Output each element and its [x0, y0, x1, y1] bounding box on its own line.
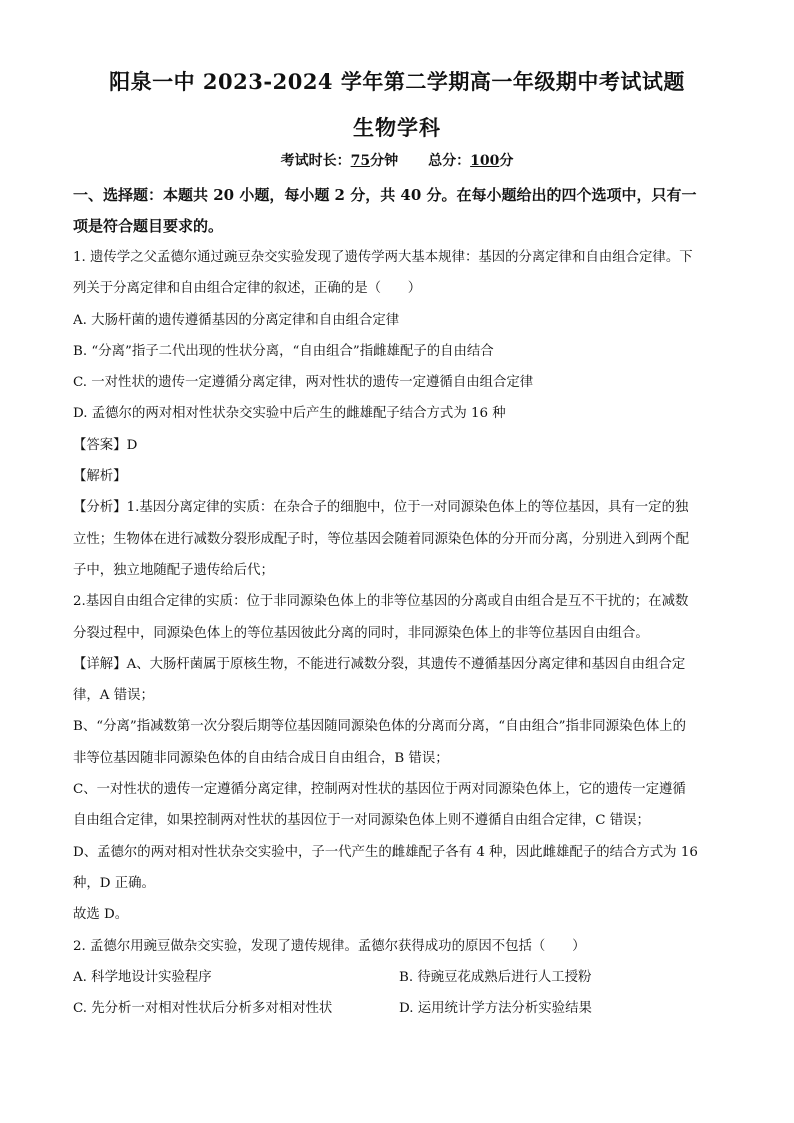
xiangjie-line-8: 种，D 正确。 [73, 875, 155, 891]
section-heading-line-2: 项是符合题目要求的。 [73, 217, 224, 235]
xiangjie-text-1: A、大肠杆菌属于原核生物，不能进行减数分裂，其遗传不遵循基因分离定律和基因自由组合定 [126, 656, 686, 672]
xiangjie-line-5: C、一对性状的遗传一定遵循分离定律，控制两对性状的基因位于两对同源染色体上，它的遗传一定遵循 [73, 782, 686, 798]
fenxi-text-1: 1.基因分离定律的实质：在杂合子的细胞中，位于一对同源染色体上的等位基因，具有一定的独 [126, 500, 689, 516]
xiangjie-line-7: D、孟德尔的两对相对性状杂交实验中，子一代产生的雌雄配子各有 4 种，因此雌雄配子的结合方式为 16 [73, 844, 698, 860]
q1-stem-line-2: 列关于分离定律和自由组合定律的叙述，正确的是（ ） [73, 281, 422, 297]
section-heading-line-1: 一、选择题：本题共 20 小题，每小题 2 分，共 40 分。在每小题给出的四个选项中，只有一 [73, 186, 697, 204]
fenxi-line-4: 2.基因自由组合定律的实质：位于非同源染色体上的非等位基因的分离或自由组合是互不干扰的；在减数 [73, 594, 689, 610]
q1-stem-line-1: 1. 遗传学之父孟德尔通过豌豆杂交实验发现了遗传学两大基本规律：基因的分离定律和自由组合定律。下 [73, 250, 693, 265]
score-value: 100 [470, 153, 500, 169]
exam-meta [0, 150, 794, 170]
xiangjie-line-9: 故选 D。 [73, 907, 129, 923]
answer-tag: 【答案】 [73, 437, 127, 453]
q1-option-b: B. “分离”指子二代出现的性状分离，“自由组合”指雌雄配子的自由结合 [73, 343, 494, 359]
q2-option-c: C. 先分析一对相对性状后分析多对相对性状 [73, 1001, 333, 1017]
q2-options-row-1 [73, 962, 725, 993]
q1-option-d: D. 孟德尔的两对相对性状杂交实验中后产生的雌雄配子结合方式为 16 种 [73, 406, 506, 422]
xiangjie-line-2: 律，A 错误； [73, 688, 154, 704]
q1-option-c: C. 一对性状的遗传一定遵循分离定律，两对性状的遗传一定遵循自由组合定律 [73, 375, 534, 391]
q2-option-b: B. 待豌豆花成熟后进行人工授粉 [399, 969, 592, 985]
q1-option-a: A. 大肠杆菌的遗传遵循基因的分离定律和自由组合定律 [73, 312, 400, 328]
xiangjie-line-1 [73, 649, 725, 680]
xiangjie-line-6: 自由组合定律，如果控制两对性状的基因位于一对同源染色体上则不遵循自由组合定律，C 错误； [73, 813, 650, 829]
fenxi-line-1 [73, 492, 725, 523]
document-body [73, 180, 725, 1024]
score-label: 总分： [428, 153, 471, 169]
q2-options-row-2 [73, 993, 725, 1024]
q2-stem: 2. 孟德尔用豌豆做杂交实验，发现了遗传规律。孟德尔获得成功的原因不包括（ ） [73, 938, 586, 954]
q2-option-d: D. 运用统计学方法分析实验结果 [399, 1001, 592, 1017]
answer-value: D [126, 437, 138, 453]
xiangjie-tag: 【详解】 [73, 656, 127, 672]
fenxi-line-5: 分裂过程中，同源染色体上的等位基因彼此分离的同时，非同源染色体上的非等位基因自由组合。 [73, 625, 649, 641]
q1-answer [73, 430, 725, 461]
analysis-tag: 【解析】 [73, 469, 127, 485]
q2-option-a: A. 科学地设计实验程序 [73, 969, 212, 985]
score-unit: 分 [499, 153, 514, 169]
fenxi-line-2: 立性；生物体在进行减数分裂形成配子时，等位基因会随着同源染色体的分开而分离，分别进入到两个配 [73, 531, 689, 547]
xiangjie-line-4: 非等位基因随非同源染色体的自由结合成日自由组合，B 错误； [73, 750, 449, 766]
subject-title: 生物学科 [353, 115, 441, 140]
time-unit: 分钟 [370, 153, 399, 169]
time-label: 考试时长： [280, 153, 351, 169]
time-value: 75 [350, 153, 371, 169]
fenxi-line-3: 子中，独立地随配子遗传给后代； [73, 562, 274, 578]
xiangjie-line-3: B、“分离”指减数第一次分裂后期等位基因随同源染色体的分离而分离，“自由组合”指非同源染色体上的 [73, 719, 687, 735]
exam-title: 阳泉一中 2023-2024 学年第二学期高一年级期中考试试题 [109, 69, 685, 94]
fenxi-tag: 【分析】 [73, 500, 127, 516]
